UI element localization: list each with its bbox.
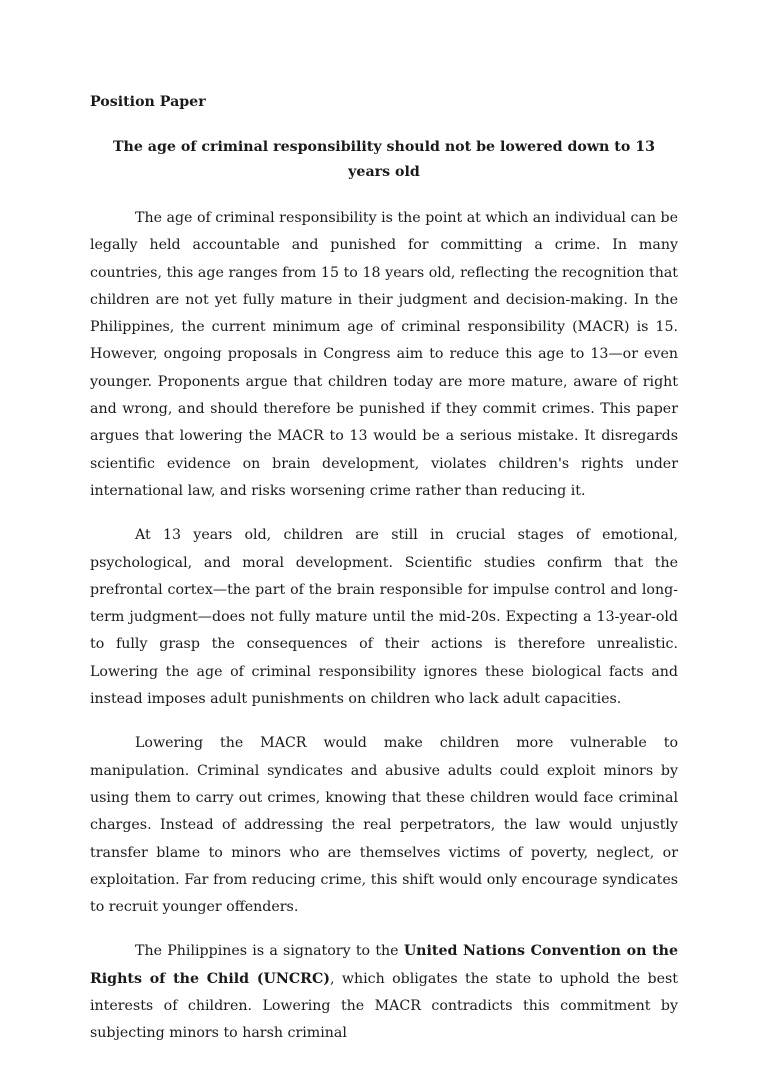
paragraph-brain-development: At 13 years old, children are still in crucial stages of emotional, psychological, and moral development. Scientific studies confirm that the prefrontal cortex—the part of the brain responsible for impulse control and long-term judgment—does not fully mature until the mid-20s. Expecting a 13-year-old to fully grasp the consequences of their actions is therefore unrealistic. Lowering the age of criminal responsibility ignores these biological facts and instead imposes adult punishments on children who lack adult capacities. (90, 527, 678, 708)
uncrc-bold-text: United Nations Convention on the Rights of the Child (UNCRC) (90, 943, 678, 987)
paragraph-uncrc-start: The Philippines is a signatory to the (135, 943, 404, 960)
paragraph-uncrc-rest: , which obligates the state to uphold the best interests of children. Lowering the MACR contradicts this commitment by subjecting minors to harsh criminal (90, 970, 678, 1042)
paragraph-introduction: The age of criminal responsibility is the point at which an individual can be legally held accountable and punished for committing a crime. In many countries, this age ranges from 15 to 18 years old, reflecting the recognition that children are not yet fully mature in their judgment and decision-making. In the Philippines, the current minimum age of criminal responsibility (MACR) is 15. However, ongoing proposals in Congress aim to reduce this age to 13—or even younger. Proponents argue that children today are more mature, aware of right and wrong, and should therefore be punished if they commit crimes. This paper argues that lowering the MACR to 13 would be a serious mistake. It disregards scientific evidence on brain development, violates children's rights under international law, and risks worsening crime rather than reducing it. (90, 210, 678, 499)
paragraph-uncrc (90, 938, 678, 1047)
document-label: Position Paper (90, 94, 206, 110)
paragraph-manipulation: Lowering the MACR would make children more vulnerable to manipulation. Criminal syndicates and abusive adults could exploit minors by using them to carry out crimes, knowing that these children would face criminal charges. Instead of addressing the real perpetrators, the law would unjustly transfer blame to minors who are themselves victims of poverty, neglect, or exploitation. Far from reducing crime, this shift would only encourage syndicates to recruit younger offenders. (90, 735, 678, 916)
document-page (90, 90, 678, 1065)
document-title: The age of criminal responsibility should not be lowered down to 13 years old (112, 139, 656, 180)
